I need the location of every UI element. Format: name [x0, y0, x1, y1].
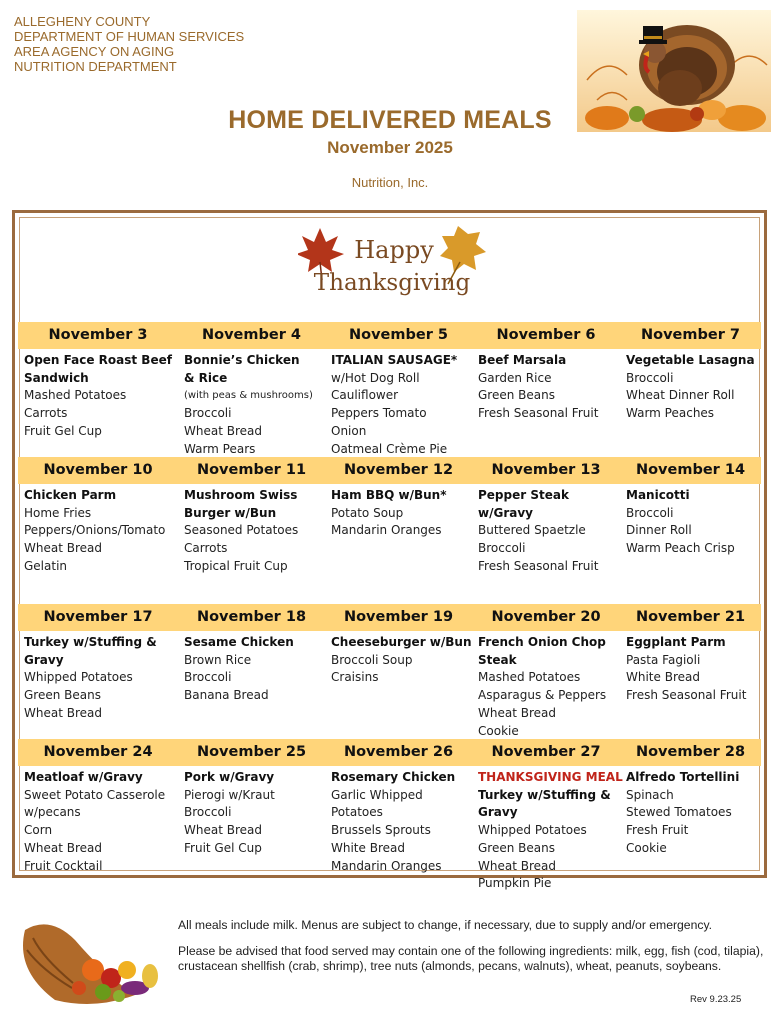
menu-item: White Bread [331, 840, 405, 855]
day-date: November 25 [196, 744, 307, 760]
entree: w/Gravy [478, 505, 533, 520]
menu-item: Wheat Bread [24, 840, 102, 855]
menu-item: Corn [24, 823, 53, 838]
week-meals [18, 349, 761, 457]
menu-item: (with peas & mushrooms) [184, 390, 313, 402]
day-date: November 28 [635, 744, 746, 760]
menu-item: Pumpkin Pie [478, 876, 552, 891]
day-menu [620, 631, 761, 739]
day-menu [472, 349, 620, 457]
menu-item: Whipped Potatoes [24, 670, 133, 685]
day-menu [620, 484, 761, 604]
page-title: HOME DELIVERED MEALS [228, 106, 552, 134]
menu-item: w/Hot Dog Roll [331, 370, 420, 385]
menu-item: Dinner Roll [626, 523, 692, 538]
day-menu [325, 766, 472, 892]
day-date: November 4 [202, 327, 301, 343]
day-menu [325, 631, 472, 739]
day-date: November 18 [196, 609, 307, 625]
agency-line: NUTRITION DEPARTMENT [14, 59, 177, 74]
menu-item: Buttered Spaetzle [478, 523, 586, 538]
menu-item: Broccoli [626, 505, 674, 520]
menu-item: Warm Pears [184, 441, 256, 456]
day-date: November 13 [491, 462, 601, 478]
week-row [18, 739, 761, 892]
entree: Alfredo Tortellini [626, 770, 740, 784]
menu-item: Broccoli [626, 370, 674, 385]
entree: Sesame Chicken [184, 635, 294, 649]
day-date: November 11 [196, 462, 307, 478]
day-date: November 17 [43, 609, 153, 625]
week-row [18, 457, 761, 604]
vendor-name: Nutrition, Inc. [351, 175, 429, 190]
week-header [18, 739, 761, 766]
menu-item: Cauliflower [331, 388, 399, 403]
menu-item: Garden Rice [478, 370, 552, 385]
menu-item: Potato Soup [331, 505, 404, 520]
entree: French Onion Chop [478, 635, 606, 649]
day-menu [178, 631, 325, 739]
menu-item: Cookie [626, 840, 667, 855]
day-date: November 5 [349, 327, 448, 343]
menu-item: Onion [331, 423, 367, 438]
menu-item: Brown Rice [184, 652, 252, 667]
entree: & Rice [184, 370, 228, 385]
menu-item: Wheat Bread [478, 858, 556, 873]
menu-item: Peppers Tomato [331, 406, 427, 421]
day-date: November 10 [43, 462, 153, 478]
menu-item: Green Beans [478, 840, 555, 855]
menu-item: Fresh Seasonal Fruit [478, 406, 599, 421]
milk-note: All meals include milk. Menus are subject to change, if necessary, due to supply and/or emergency. [178, 918, 713, 932]
entree: ITALIAN SAUSAGE* [331, 353, 458, 367]
menu-item: Spinach [626, 787, 674, 802]
menu-item: Seasoned Potatoes [184, 523, 299, 538]
allergen-note: Please be advised that food served may contain one of the following ingredients: milk, egg, fish (cod, tilapia), crustacean shellfish (crab, shrimp), tree nuts (almonds, pecans, walnuts), wheat, peanuts, soybeans. [178, 943, 764, 973]
menu-item: Warm Peach Crisp [626, 541, 735, 556]
day-menu [325, 484, 472, 604]
week-meals [18, 484, 761, 604]
menu-item: Peppers/Onions/Tomato [24, 523, 166, 538]
menu-item: Fresh Seasonal Fruit [626, 688, 747, 703]
banner-happy: Happy [354, 236, 434, 264]
week-header [18, 604, 761, 631]
week-header [18, 457, 761, 484]
menu-item: Potatoes [331, 805, 383, 820]
agency-line: DEPARTMENT OF HUMAN SERVICES [14, 29, 245, 44]
menu-item: Pierogi w/Kraut [184, 787, 275, 802]
menu-item: Carrots [184, 541, 228, 556]
week-row [18, 604, 761, 739]
entree: Meatloaf w/Gravy [24, 770, 143, 784]
entree: Turkey w/Stuffing & [478, 787, 611, 802]
menu-item: Wheat Dinner Roll [626, 388, 735, 403]
menu-item: Mandarin Oranges [331, 523, 442, 538]
menu-item: Wheat Bread [24, 541, 102, 556]
menu-item: Wheat Bread [478, 705, 556, 720]
menu-item: Oatmeal Crème Pie [331, 441, 448, 456]
banner-thanksgiving: Thanksgiving [313, 270, 471, 296]
menu-item: Mashed Potatoes [478, 670, 581, 685]
day-menu [472, 766, 623, 892]
menu-item: Garlic Whipped [331, 787, 423, 802]
entree: Mushroom Swiss [184, 488, 298, 502]
turkey-illustration [577, 10, 771, 132]
entree: Vegetable Lasagna [626, 353, 755, 367]
day-date: November 27 [491, 744, 601, 760]
day-date: November 26 [343, 744, 454, 760]
day-menu [178, 349, 325, 457]
entree: Burger w/Bun [184, 505, 277, 520]
menu-item: Fruit Cocktail [24, 858, 103, 873]
revision-label: Rev 9.23.25 [690, 994, 742, 1005]
menu-item: Fruit Gel Cup [24, 423, 102, 438]
entree: Steak [478, 652, 517, 667]
menu-item: Carrots [24, 406, 68, 421]
menu-item: Broccoli [478, 541, 526, 556]
menu-item: w/pecans [24, 805, 81, 820]
menu-item: White Bread [626, 670, 700, 685]
entree: Beef Marsala [478, 353, 567, 367]
menu-item: Wheat Bread [184, 423, 262, 438]
entree: Pork w/Gravy [184, 770, 275, 784]
day-menu [18, 766, 178, 892]
day-date: November 14 [635, 462, 746, 478]
day-menu [325, 349, 472, 457]
menu-item: Asparagus & Peppers [478, 688, 607, 703]
week-header [18, 322, 761, 349]
entree: Bonnie’s Chicken [184, 353, 300, 367]
menu-item: Home Fries [24, 505, 92, 520]
entree: Chicken Parm [24, 488, 117, 502]
menu-item: Craisins [331, 670, 379, 685]
week-meals [18, 631, 761, 739]
menu-item: Broccoli [184, 670, 232, 685]
menu-item: Tropical Fruit Cup [184, 558, 288, 573]
week-meals [18, 766, 761, 892]
menu-item: Green Beans [24, 688, 101, 703]
special-meal-label: THANKSGIVING MEAL [478, 770, 623, 784]
week-row [18, 322, 761, 457]
day-menu [472, 484, 620, 604]
menu-item: Fresh Fruit [626, 823, 689, 838]
menu-item: Sweet Potato Casserole [24, 787, 166, 802]
menu-item: Wheat Bread [24, 705, 102, 720]
menu-calendar [18, 322, 761, 892]
menu-item: Broccoli [184, 406, 232, 421]
menu-item: Brussels Sprouts [331, 823, 431, 838]
menu-item: Green Beans [478, 388, 555, 403]
entree: Pepper Steak [478, 488, 569, 502]
day-date: November 12 [343, 462, 454, 478]
menu-item: Banana Bread [184, 688, 269, 703]
day-menu [620, 349, 761, 457]
cornucopia-illustration [15, 910, 165, 1010]
entree: Open Face Roast Beef [24, 353, 172, 367]
entree: Rosemary Chicken [331, 770, 456, 784]
day-menu [178, 484, 325, 604]
happy-thanksgiving-banner [298, 222, 488, 302]
menu-item: Warm Peaches [626, 406, 715, 421]
day-menu [18, 349, 178, 457]
day-date: November 19 [343, 609, 454, 625]
day-menu [472, 631, 620, 739]
day-date: November 20 [491, 609, 601, 625]
menu-item: Cookie [478, 723, 519, 738]
agency-block [14, 14, 244, 74]
menu-item: Broccoli Soup [331, 652, 413, 667]
day-date: November 24 [43, 744, 153, 760]
menu-item: Fruit Gel Cup [184, 840, 262, 855]
entree: Manicotti [626, 488, 690, 502]
menu-item: Fresh Seasonal Fruit [478, 558, 599, 573]
day-date: November 6 [496, 327, 596, 343]
entree: Cheeseburger w/Bun [331, 635, 472, 649]
menu-item: Whipped Potatoes [478, 823, 587, 838]
menu-item: Stewed Tomatoes [626, 805, 732, 820]
day-date: November 7 [641, 327, 740, 343]
day-menu [178, 766, 325, 892]
menu-item: Gelatin [24, 558, 68, 573]
day-date: November 3 [48, 327, 148, 343]
menu-item: Mashed Potatoes [24, 388, 127, 403]
entree: Gravy [478, 805, 518, 820]
menu-item: Broccoli [184, 805, 232, 820]
entree: Sandwich [24, 370, 89, 385]
menu-item: Mandarin Oranges [331, 858, 442, 873]
entree: Eggplant Parm [626, 635, 726, 649]
entree: Ham BBQ w/Bun* [331, 488, 447, 502]
entree: Gravy [24, 652, 64, 667]
menu-item: Pasta Fagioli [626, 652, 701, 667]
day-date: November 21 [635, 609, 746, 625]
entree: Turkey w/Stuffing & [24, 635, 157, 649]
menu-month: November 2025 [327, 138, 453, 157]
footer-notes [178, 918, 768, 985]
agency-line: AREA AGENCY ON AGING [14, 44, 175, 59]
day-menu [18, 484, 178, 604]
day-menu [18, 631, 178, 739]
day-menu [620, 766, 761, 892]
menu-item: Wheat Bread [184, 823, 262, 838]
agency-line: ALLEGHENY COUNTY [14, 14, 151, 29]
